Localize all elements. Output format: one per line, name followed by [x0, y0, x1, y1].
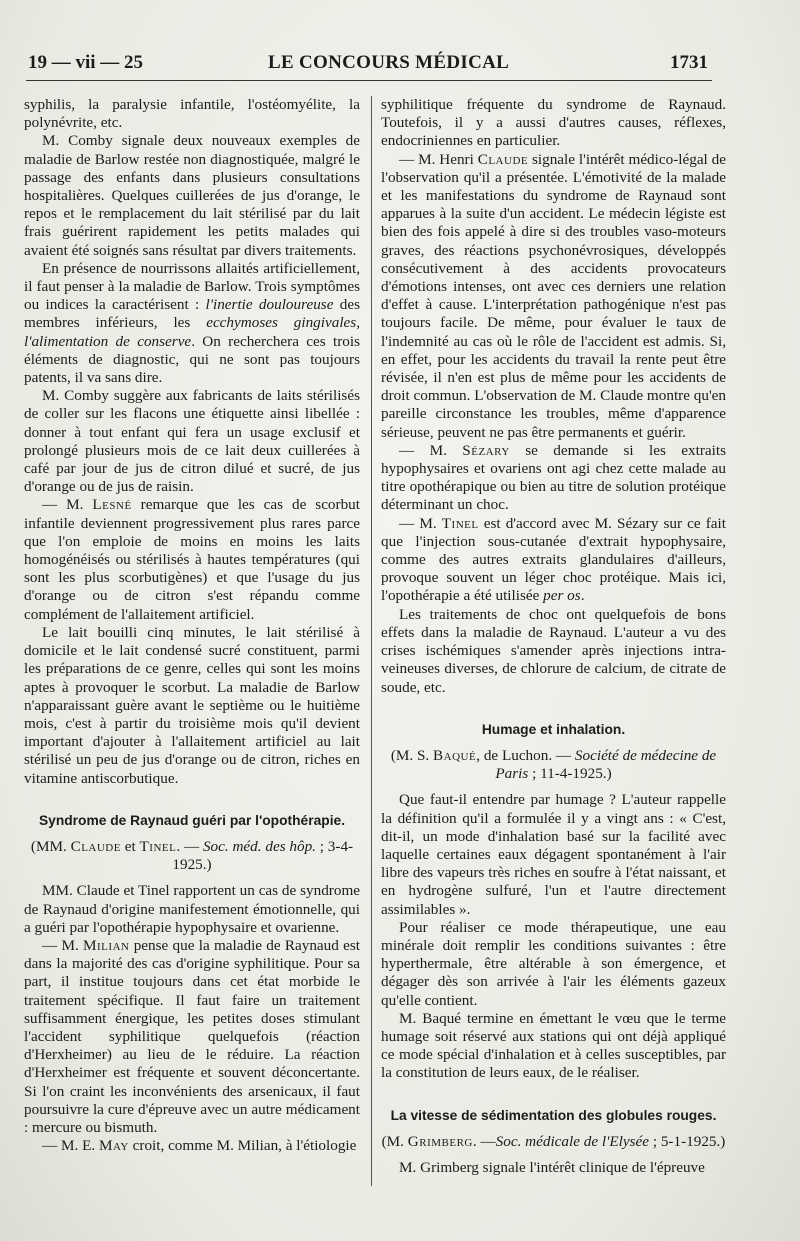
- header-rule: [26, 80, 712, 81]
- reference-line: (MM. Claude et Tinel. — Soc. méd. des hôp. ; 3-4-1925.): [30, 837, 354, 874]
- paragraph: M. Grimberg signale l'intérêt clinique de l'épreuve: [399, 1158, 705, 1176]
- author-name: Sézary: [462, 441, 510, 459]
- paragraph: — M. Tinel est d'accord avec M. Sézary sur ce fait que l'injection sous-cutanée d'extrait hypophysaire, comme des autres extraits glandulaires d'ailleurs, provoque souvent un léger choc protéique. Mais ici, l'opothérapie a été utilisée per os.: [381, 514, 726, 605]
- paragraph: — M. Sézary se demande si les extraits hypophysaires et ovariens ont agi chez cette malade au titre opothérapique ou bien au titre de solution protéique déterminant un choc.: [381, 441, 726, 514]
- paragraph: — M. Lesné remarque que les cas de scorbut infantile deviennent progressivement plus rares parce que l'on emploie de moins en moins les laits homogénéisés ou stérilisés à hautes températures (qui sont les plus scorbutigènes) et que l'usage du jus d'orange ou de citron s'est répandu comme complément de l'allaitement artificiel.: [24, 496, 360, 623]
- right-column: [381, 96, 726, 1177]
- paragraph: En présence de nourrissons allaités artificiellement, il faut penser à la maladie de Barlow. Trois symptômes ou indices la caractérisent : l'inertie douloureuse des membres inférieurs, les ecchymoses gingivales, l'alimentation de conserve. On recherchera ces trois éléments de diagnostic, qui ne sont pas toujours patents, il va sans dire.: [24, 259, 360, 387]
- paragraph: Le lait bouilli cinq minutes, le lait stérilisé à domicile et le lait condensé sucré constituent, parmi les préparations de ce genre, celles qui sont les moins aptes à provoquer le scorbut. La maladie de Barlow n'apparaissant guère avant le septième ou le huitième mois, c'est à partir du troisième mois qu'il devient important d'ajouter à l'allaitement artificiel au lait stérilisé un peu de jus d'orange ou de citron, riches en vitamine antiscorbutique.: [24, 623, 360, 787]
- paragraph: M. Comby suggère aux fabricants de laits stérilisés de coller sur les flacons une étiquette ainsi libellée : donner à tout enfant qui fera un usage exclusif et prolongé plusieurs mois de ce lait deux cuillerées à café par jour de jus de citron dilué et sucré, de jus d'orange ou de jus de raisin.: [24, 387, 360, 496]
- paragraph: — M. Milian pense que la maladie de Raynaud est dans la majorité des cas d'origine syphilitique. Pour sa part, il institue toujours dans cet état morbide le traitement spécifique. Il faut faire un traitement suffisamment énergique, les petites doses stimulant l'accident syphilitique quelquefois (réaction d'Herxheimer) au lieu de le réduire. La réaction d'Herxheimer est fréquente et souvent déconcertante. Si l'on craint les inconvénients des arsenicaux, il faut poursuivre la cure d'épreuve avec un autre médicament : mercure ou bismuth.: [24, 936, 360, 1136]
- section-heading: Syndrome de Raynaud guéri par l'opothérapie.: [38, 812, 346, 828]
- reference-line: (M. Grimberg. —Soc. médicale de l'Elysée ; 5-1-1925.): [381, 1132, 726, 1150]
- author-name: Tinel: [441, 514, 479, 532]
- paragraph: — M. Henri Claude signale l'intérêt médico-légal de l'observation qu'il a présentée. L'émotivité de la malade et les manifestations du syndrome de Raynaud sont apparues à la suite d'un accident. Le médecin légiste est bien des fois appelé à dire si des troubles vaso-moteurs graves, des réactions psychonévrosiques, développés consécutivement à des accidents provocateurs d'émotions intenses, ont avec ces derniers une relation d'effet à cause. L'interprétation pathogénique n'est pas toujours facile. De même, pour évaluer le taux de l'indemnité au cas où le rôle de l'accident est admis. Si, en effet, pour les accidents du travail la rente peut être révisée, il n'en est plus de même pour les accidents de droit commun. L'observation de M. Claude montre qu'en pareille circonstance les troubles, même d'apparence sérieuse, peuvent ne pas être permanents et guérir.: [381, 150, 727, 441]
- section-heading: Humage et inhalation.: [481, 721, 626, 737]
- author-name: May: [98, 1137, 129, 1155]
- paragraph: Que faut-il entendre par humage ? L'auteur rappelle la définition qu'il a formulée il y a vingt ans : « C'est, dit-il, un mode d'inhalation basé sur la facilité avec laquelle certaines eaux dégagent spontanément à l'air libre des vapeurs très riches en soufre à l'état naissant, et en hydrogène sulfuré, l'un et l'autre directement assimilables ».: [381, 791, 726, 918]
- author-name: Claude: [477, 150, 529, 168]
- reference-line: (M. S. Baqué, de Luchon. — Société de médecine de Paris ; 11-4-1925.): [390, 746, 717, 783]
- author-name: Milian: [83, 936, 130, 954]
- paragraph: — M. E. May croit, comme M. Milian, à l'étiologie: [42, 1137, 357, 1155]
- journal-title: LE CONCOURS MÉDICAL: [268, 52, 510, 73]
- paragraph: M. Baqué termine en émettant le vœu que le terme humage soit réservé aux stations qui ont déjà appliqué ce mode spécial d'inhalation et à celles susceptibles, par la constitution de leurs eaux, de le réaliser.: [381, 1009, 726, 1082]
- paragraph: Les traitements de choc ont quelquefois de bons effets dans la maladie de Raynaud. L'auteur a vu des crises ischémiques s'amender après injections intra-veineuses diverses, de chlorure de calcium, de citrate de soude, etc.: [381, 605, 726, 696]
- column-divider: [371, 96, 372, 1186]
- paragraph: syphilis, la paralysie infantile, l'ostéomyélite, la polynévrite, etc.: [24, 96, 360, 132]
- paragraph: M. Comby signale deux nouveaux exemples de maladie de Barlow restée non diagnostiquée, malgré le passage des enfants dans plusieurs consultations hospitalières. Quelques cuillerées de jus d'orange, le repos et le remplacement du lait stérilisé par du lait frais guérirent rapidement les petits malades qui avaient été soignés sans résultat par divers traitements.: [24, 132, 360, 259]
- left-column: [24, 96, 360, 1155]
- issue-date: 19 — vii — 25: [28, 52, 144, 73]
- page-header: [28, 50, 708, 76]
- paragraph: MM. Claude et Tinel rapportent un cas de syndrome de Raynaud d'origine manifestement émotionnelle, qui a guéri par l'opothérapie hypophysaire et ovarienne.: [24, 882, 360, 936]
- page-number: 1731: [670, 52, 708, 73]
- section-heading: La vitesse de sédimentation des globules rouges.: [390, 1107, 717, 1123]
- paragraph: syphilitique fréquente du syndrome de Raynaud. Toutefois, il y a aussi d'autres causes, réflexes, endocriniennes en particulier.: [381, 96, 726, 150]
- paragraph: Pour réaliser ce mode thérapeutique, une eau minérale doit remplir les conditions suivantes : être hyperthermale, être altérable à son émergence, et dégager dès son arrivée à l'air les éléments gazeux qu'elle contient.: [381, 918, 726, 1009]
- author-name: Lesné: [92, 496, 132, 514]
